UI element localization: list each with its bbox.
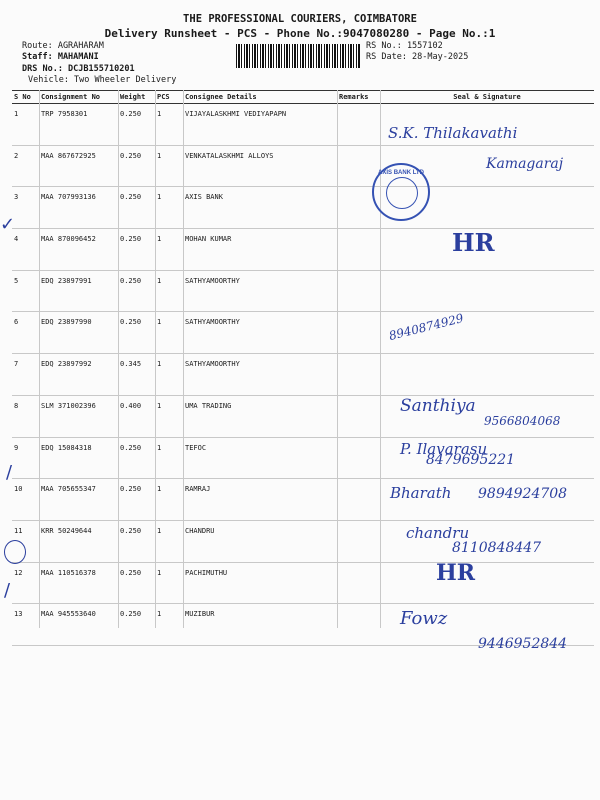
pcs-cell: 1 [155,437,183,479]
sno-cell: 9 [12,437,39,479]
consignee-cell: TEFOC [183,437,337,479]
table-row [12,562,594,604]
weight-cell: 0.250 [118,479,155,521]
table-row [12,229,594,271]
consignment-cell: MAA 870096452 [39,229,118,271]
signature-row11: chandru [406,524,470,542]
runsheet-subtitle: Delivery Runsheet - PCS - Phone No.:9047080280 - Page No.:1 [104,27,496,40]
signature-row10: Bharath [390,484,452,502]
weight-cell: 0.250 [118,437,155,479]
consignment-cell: TRP 7958301 [39,104,118,146]
consignee-cell: RAMRAJ [183,479,337,521]
sno-cell: 1 [12,104,39,146]
sno-cell: 2 [12,145,39,187]
pcs-cell: 1 [155,479,183,521]
weight-cell: 0.250 [118,604,155,646]
remarks-cell [337,437,380,479]
signature-row1: S.K. Thilakavathi [388,124,518,142]
consignee-cell: MOHAN KUMAR [183,229,337,271]
signature-cell [380,354,594,396]
consignment-cell: EDQ 15084318 [39,437,118,479]
consignment-cell: SLM 371002396 [39,395,118,437]
consignee-cell: PACHIMUTHU [183,562,337,604]
weight-cell: 0.250 [118,145,155,187]
weight-cell: 0.250 [118,312,155,354]
sno-cell: 11 [12,520,39,562]
sno-cell: 10 [12,479,39,521]
phone-row10: 9894924708 [478,486,568,502]
consignee-cell: CHANDRU [183,520,337,562]
consignment-cell: MAA 945553640 [39,604,118,646]
remarks-cell [337,395,380,437]
sno-cell: 7 [12,354,39,396]
consignment-cell: MAA 867672925 [39,145,118,187]
pcs-cell: 1 [155,312,183,354]
col-header-signature: Seal & Signature [380,91,594,104]
consignee-cell: AXIS BANK [183,187,337,229]
phone-row13: 9446952844 [478,636,568,652]
sno-cell: 6 [12,312,39,354]
rs-number: RS No.: 1557102 [366,41,443,51]
remarks-cell [337,479,380,521]
sno-cell: 4 [12,229,39,271]
signature-row13: Fowz [400,608,448,629]
staff-label: Staff: MAHAMANI [22,52,99,62]
weight-cell: 0.400 [118,395,155,437]
pcs-cell: 1 [155,354,183,396]
table-row [12,270,594,312]
consignee-cell: SATHYAMOORTHY [183,312,337,354]
tick-mark-icon: ✓ [0,214,16,235]
vehicle-label: Vehicle: Two Wheeler Delivery [28,75,177,85]
remarks-cell [337,104,380,146]
phone-row11: 8110848447 [452,540,542,556]
circle-mark-icon [4,540,26,564]
phone-row8: 9566804068 [484,414,561,428]
phone-row6: 8940874929 [387,310,465,344]
remarks-cell [337,354,380,396]
consignment-cell: MAA 707993136 [39,187,118,229]
bank-seal-stamp [372,163,430,221]
pcs-cell: 1 [155,604,183,646]
col-header-consignment: Consignment No [39,91,118,104]
sno-cell: 13 [12,604,39,646]
consignee-cell: VENKATALASKHMI ALLOYS [183,145,337,187]
rs-date: RS Date: 28-May-2025 [366,52,469,62]
pcs-cell: 1 [155,145,183,187]
consignee-cell: UMA TRADING [183,395,337,437]
consignment-cell: EDQ 23897990 [39,312,118,354]
weight-cell: 0.250 [118,520,155,562]
col-header-weight: Weight [118,91,155,104]
signature-row4: HR [452,228,495,257]
weight-cell: 0.345 [118,354,155,396]
drs-label: DRS No.: DCJB155710201 [22,64,135,74]
sno-cell: 3 [12,187,39,229]
col-header-sno: S No [12,91,39,104]
consignment-cell: EDQ 23897991 [39,270,118,312]
tick-mark-icon: / [6,462,13,483]
table-row [12,312,594,354]
weight-cell: 0.250 [118,562,155,604]
table-header-row [12,91,594,104]
consignee-cell: VIJAYALASKHMI VEDIYAPAPN [183,104,337,146]
remarks-cell [337,229,380,271]
route-label: Route: AGRAHARAM [22,41,104,51]
signature-row12: HR [436,560,476,586]
consignee-cell: MUZIBUR [183,604,337,646]
remarks-cell [337,562,380,604]
consignment-cell: KRR 50249644 [39,520,118,562]
tick-mark-icon: / [4,580,11,601]
pcs-cell: 1 [155,104,183,146]
col-header-remarks: Remarks [337,91,380,104]
remarks-cell [337,520,380,562]
table-row [12,354,594,396]
sno-cell: 8 [12,395,39,437]
consignee-cell: SATHYAMOORTHY [183,354,337,396]
col-header-pcs: PCS [155,91,183,104]
consignee-cell: SATHYAMOORTHY [183,270,337,312]
remarks-cell [337,604,380,646]
company-title: THE PROFESSIONAL COURIERS, COIMBATORE [183,13,417,25]
consignment-cell: MAA 705655347 [39,479,118,521]
table-row [12,187,594,229]
barcode [236,44,360,68]
pcs-cell: 1 [155,562,183,604]
sno-cell: 12 [12,562,39,604]
pcs-cell: 1 [155,187,183,229]
weight-cell: 0.250 [118,229,155,271]
signature-row8: Santhiya [400,396,476,416]
remarks-cell [337,312,380,354]
signature-row9: P. Ilavarasu [400,440,488,458]
signature-row1-b: Kamagaraj [486,156,564,172]
pcs-cell: 1 [155,395,183,437]
consignment-cell: MAA 110516378 [39,562,118,604]
sno-cell: 5 [12,270,39,312]
consignment-cell: EDQ 23897992 [39,354,118,396]
pcs-cell: 1 [155,229,183,271]
remarks-cell [337,270,380,312]
signature-cell [380,270,594,312]
pcs-cell: 1 [155,520,183,562]
weight-cell: 0.250 [118,270,155,312]
weight-cell: 0.250 [118,187,155,229]
signature-cell [380,562,594,604]
runsheet-table [12,90,594,646]
weight-cell: 0.250 [118,104,155,146]
stamp-text: AXIS BANK LTD [378,170,424,176]
col-header-consignee: Consignee Details [183,91,337,104]
phone-row9: 8479695221 [426,452,516,468]
pcs-cell: 1 [155,270,183,312]
